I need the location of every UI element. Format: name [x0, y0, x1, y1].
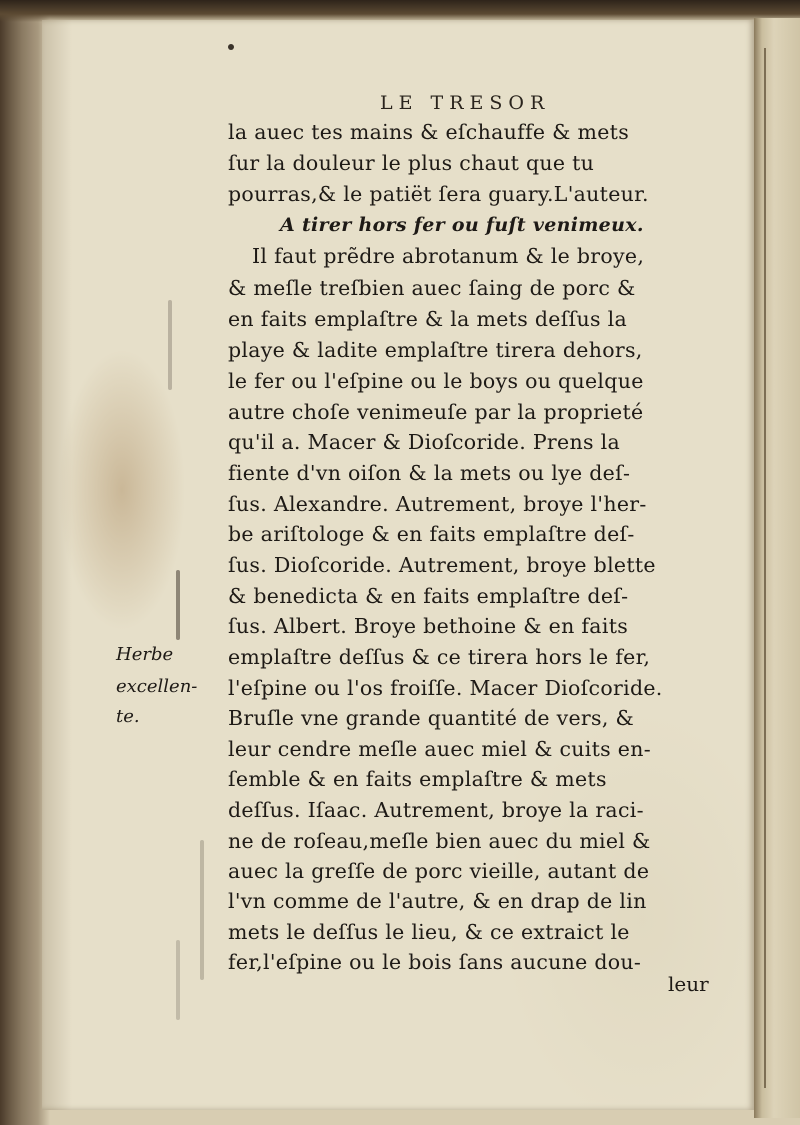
ink-mark [168, 300, 172, 390]
text-line: autre choſe venimeuſe par la proprieté [228, 400, 644, 424]
text-line: ne de roſeau,meſle bien auec du miel & [228, 829, 651, 853]
text-line: ſus. Alexandre. Autrement, broye l'her- [228, 492, 647, 516]
ink-mark [200, 840, 204, 980]
text-line: Bruſle vne grande quantité de vers, & [228, 706, 635, 730]
text-line: fiente d'vn oiſon & la mets ou lye deſ- [228, 461, 631, 485]
ink-dot [228, 44, 234, 50]
text-line: ſur la douleur le plus chaut que tu [228, 151, 595, 175]
text-line: playe & ladite emplaſtre tirera dehors, [228, 338, 643, 362]
text-line: qu'il a. Macer & Dioſcoride. Prens la [228, 430, 620, 454]
text-line: leur cendre meſle auec miel & cuits en- [228, 737, 651, 761]
text-line: fer,l'eſpine ou le bois ſans aucune dou- [228, 950, 642, 974]
margin-note-line: Herbe [116, 644, 174, 665]
text-line: la auec tes mains & eſchauffe & mets [228, 120, 630, 144]
text-line: emplaſtre deſſus & ce tirera hors le fer, [228, 645, 651, 669]
margin-note-line: excellen- [116, 676, 198, 697]
text-line: Il faut prẽdre abrotanum & le broye, [252, 244, 645, 268]
section-heading: A tirer hors fer ou fuſt venimeux. [280, 214, 644, 236]
text-line: auec la greſſe de porc vieille, autant de [228, 859, 650, 883]
text-line: en faits emplaſtre & la mets deſſus la [228, 307, 627, 331]
ink-mark [176, 570, 180, 640]
text-line: ſemble & en faits emplaſtre & mets [228, 767, 607, 791]
text-line: & benedicta & en faits emplaſtre deſ- [228, 584, 629, 608]
running-title: LE TRESOR [380, 92, 551, 114]
catchword: leur [668, 972, 709, 996]
ink-mark [176, 940, 180, 1020]
text-line: deſſus. Iſaac. Autrement, broye la raci- [228, 798, 644, 822]
text-line: mets le deſſus le lieu, & ce extraict le [228, 920, 630, 944]
text-line: pourras,& le patiët ſera guary.L'auteur. [228, 182, 649, 206]
facing-page-edge [754, 18, 800, 1118]
text-line: l'vn comme de l'autre, & en drap de lin [228, 889, 647, 913]
text-line: be ariſtologe & en faits emplaſtre deſ- [228, 522, 635, 546]
text-line: le fer ou l'eſpine ou le boys ou quelque [228, 369, 644, 393]
text-line: & meſle treſbien auec ſaing de porc & [228, 276, 636, 300]
margin-note-line: te. [116, 706, 140, 727]
text-line: l'eſpine ou l'os froiſſe. Macer Dioſcoride. [228, 676, 663, 700]
text-line: ſus. Albert. Broye bethoine & en faits [228, 614, 629, 638]
text-line: ſus. Dioſcoride. Autrement, broye blette [228, 553, 656, 577]
top-shadow [0, 0, 800, 22]
